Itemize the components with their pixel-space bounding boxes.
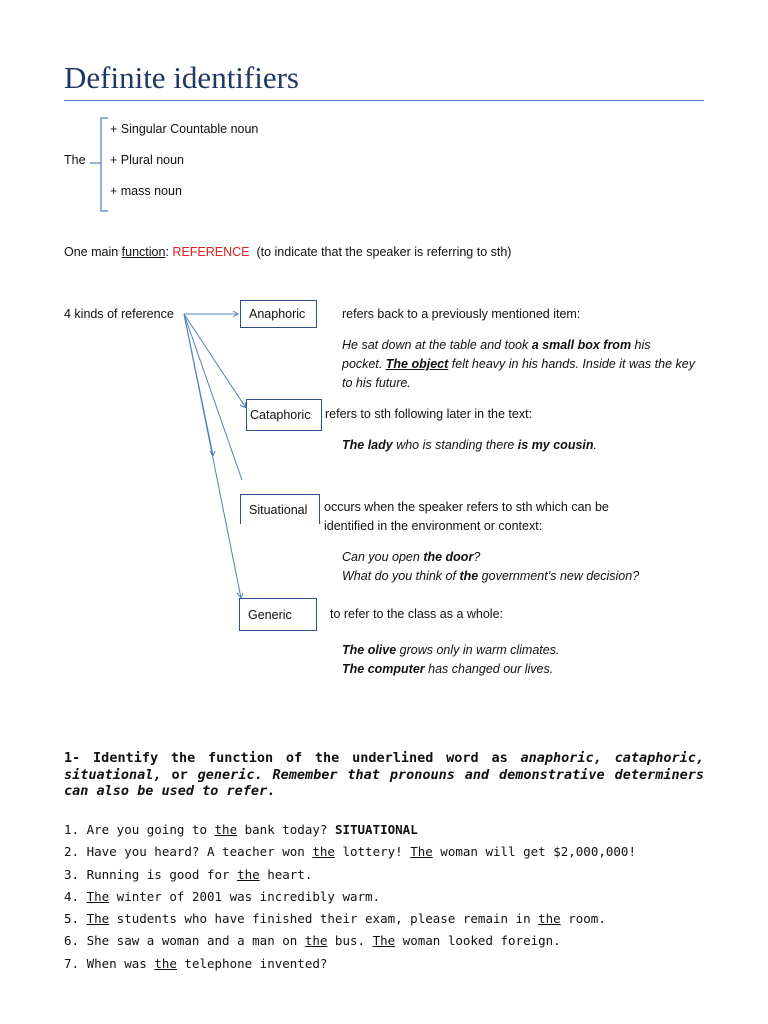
function-word: function: [121, 245, 166, 259]
kinds-label: 4 kinds of reference: [64, 307, 174, 321]
exercise-instruction: 1- Identify the function of the underlined word as anaphoric, cataphoric, situational, or generic. Remember that pronouns and demonstrative determiners can also be used to refer.: [64, 750, 704, 799]
the-item-3: + mass noun: [110, 184, 182, 198]
exercise-item: 6. She saw a woman and a man on the bus. The woman looked foreign.: [64, 933, 561, 949]
situational-example: Can you open the door? What do you think of the government’s new decision?: [342, 550, 640, 583]
kind-box-situational: Situational: [240, 494, 320, 524]
function-colon: :: [165, 245, 169, 259]
generic-example: The olive grows only in warm climates. The computer has changed our lives.: [342, 643, 560, 676]
exercise-item: 7. When was the telephone invented?: [64, 955, 328, 971]
reference-word: REFERENCE: [172, 245, 250, 259]
the-item-2: + Plural noun: [110, 153, 185, 167]
function-explanation: (to indicate that the speaker is referring to sth): [256, 245, 512, 259]
the-label: The: [64, 153, 86, 167]
kind-box-generic: Generic: [239, 598, 317, 631]
kind-box-anaphoric: Anaphoric: [240, 300, 317, 328]
reference-arrows: [184, 311, 246, 598]
generic-description: to refer to the class as a whole:: [330, 607, 504, 621]
the-item-1: + Singular Countable noun: [110, 122, 259, 136]
situational-description-1: occurs when the speaker refers to sth which can be: [324, 500, 609, 514]
exercise-item: 2. Have you heard? A teacher won the lottery! The woman will get $2,000,000!: [64, 844, 636, 860]
kind-box-cataphoric: Cataphoric: [246, 399, 322, 431]
function-prefix: One main: [64, 245, 122, 259]
exercise-item: 4. The winter of 2001 was incredibly warm.: [64, 888, 381, 904]
exercise-item: 1. Are you going to the bank today? SITUATIONAL: [64, 822, 418, 837]
exercise-item: 3. Running is good for the heart.: [64, 866, 313, 882]
anaphoric-description: refers back to a previously mentioned item:: [342, 307, 581, 321]
exercise-items: [64, 819, 636, 975]
page-title: Definite identifiers: [64, 60, 299, 95]
the-bracket: [101, 118, 108, 211]
anaphoric-example: He sat down at the table and took a small box from his pocket. The object felt heavy in his hands. Inside it was the key to his future.: [342, 338, 695, 390]
cataphoric-example: The lady who is standing there is my cousin.: [342, 438, 598, 452]
exercise-item: 5. The students who have finished their exam, please remain in the room.: [64, 911, 606, 927]
cataphoric-description: refers to sth following later in the text:: [325, 407, 533, 421]
situational-description-2: identified in the environment or context:: [324, 519, 543, 533]
